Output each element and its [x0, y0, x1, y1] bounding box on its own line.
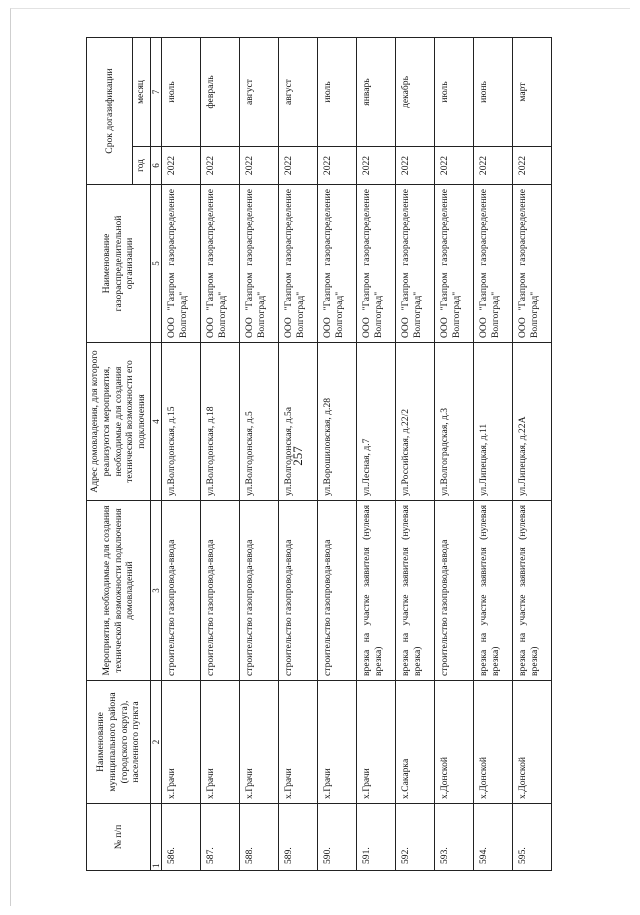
row-year: 2022 — [201, 147, 240, 185]
row-number: 591. — [357, 804, 396, 871]
column-number: 6 — [151, 147, 162, 185]
row-place: х.Грачи — [279, 681, 318, 804]
row-number: 593. — [435, 804, 474, 871]
row-org: ООО "Газпром газораспределение Волгоград" — [240, 185, 279, 343]
row-activity: врезка на участке заявителя (нулевая врезка) — [357, 501, 396, 681]
row-number: 587. — [201, 804, 240, 871]
row-activity: строительство газопровода-ввода — [240, 501, 279, 681]
row-year: 2022 — [279, 147, 318, 185]
row-month: январь — [357, 38, 396, 147]
row-address: ул.Липецкая, д.11 — [474, 343, 513, 501]
row-year: 2022 — [474, 147, 513, 185]
table-row — [435, 38, 474, 871]
page-number: 257 — [290, 446, 305, 466]
row-place: х.Донской — [474, 681, 513, 804]
row-month: июль — [162, 38, 201, 147]
row-place: х.Грачи — [357, 681, 396, 804]
table-row — [201, 38, 240, 871]
row-org: ООО "Газпром газораспределение Волгоград" — [513, 185, 552, 343]
row-month: март — [513, 38, 552, 147]
row-year: 2022 — [162, 147, 201, 185]
row-number: 595. — [513, 804, 552, 871]
header-org: Наименование газораспределительной организации — [87, 185, 151, 343]
row-org: ООО "Газпром газораспределение Волгоград" — [357, 185, 396, 343]
header-district: Наименование муниципального района (городского округа), населенного пункта — [87, 681, 151, 804]
column-number: 5 — [151, 185, 162, 343]
row-number: 594. — [474, 804, 513, 871]
row-month: август — [279, 38, 318, 147]
rotated-table-container — [86, 38, 601, 871]
row-place: х.Грачи — [318, 681, 357, 804]
row-activity: врезка на участке заявителя (нулевая врезка) — [513, 501, 552, 681]
row-activity: строительство газопровода-ввода — [201, 501, 240, 681]
table-row — [513, 38, 552, 871]
row-address: ул.Волгоградская, д.3 — [435, 343, 474, 501]
column-number: 7 — [151, 38, 162, 147]
row-address: ул.Ворошиловская, д.28 — [318, 343, 357, 501]
table-row — [396, 38, 435, 871]
table-row — [162, 38, 201, 871]
row-address: ул.Волгодонская, д.18 — [201, 343, 240, 501]
row-address: ул.Российская, д.22/2 — [396, 343, 435, 501]
row-year: 2022 — [240, 147, 279, 185]
row-org: ООО "Газпром газораспределение Волгоград" — [435, 185, 474, 343]
row-org: ООО "Газпром газораспределение Волгоград" — [279, 185, 318, 343]
row-number: 588. — [240, 804, 279, 871]
column-number: 4 — [151, 343, 162, 501]
row-activity: строительство газопровода-ввода — [279, 501, 318, 681]
row-org: ООО "Газпром газораспределение Волгоград" — [474, 185, 513, 343]
header-activity: Мероприятия, необходимые для создания технической возможности подключения домовладений — [87, 501, 151, 681]
row-address: ул.Волгодонская, д.5 — [240, 343, 279, 501]
row-number: 589. — [279, 804, 318, 871]
row-place: х.Грачи — [240, 681, 279, 804]
row-address: ул.Волгодонская, д.5а — [279, 343, 318, 501]
row-activity: врезка на участке заявителя (нулевая врезка) — [474, 501, 513, 681]
row-place: х.Сакарка — [396, 681, 435, 804]
row-activity: строительство газопровода-ввода — [318, 501, 357, 681]
row-month: декабрь — [396, 38, 435, 147]
gasification-table — [86, 37, 552, 871]
row-month: июнь — [474, 38, 513, 147]
column-number: 3 — [151, 501, 162, 681]
row-address: ул.Лесная, д.7 — [357, 343, 396, 501]
row-org: ООО "Газпром газораспределение Волгоград" — [162, 185, 201, 343]
row-address: ул.Липецкая, д.22А — [513, 343, 552, 501]
header-month: месяц — [133, 38, 151, 147]
row-activity: врезка на участке заявителя (нулевая врезка) — [396, 501, 435, 681]
column-number: 1 — [151, 804, 162, 871]
row-place: х.Донской — [513, 681, 552, 804]
row-number: 586. — [162, 804, 201, 871]
table-row — [318, 38, 357, 871]
header-year: год — [133, 147, 151, 185]
row-org: ООО "Газпром газораспределение Волгоград" — [201, 185, 240, 343]
row-month: июль — [435, 38, 474, 147]
row-month: февраль — [201, 38, 240, 147]
row-place: х.Грачи — [201, 681, 240, 804]
row-address: ул.Волгодонская, д.15 — [162, 343, 201, 501]
row-activity: строительство газопровода-ввода — [435, 501, 474, 681]
row-number: 590. — [318, 804, 357, 871]
row-year: 2022 — [357, 147, 396, 185]
row-org: ООО "Газпром газораспределение Волгоград" — [318, 185, 357, 343]
row-year: 2022 — [396, 147, 435, 185]
header-term: Срок догазификации — [87, 38, 133, 185]
header-address: Адрес домовладения, для которого реализуются мероприятия, необходимые для создания технической возможности его подключения — [87, 343, 151, 501]
row-place: х.Донской — [435, 681, 474, 804]
row-year: 2022 — [435, 147, 474, 185]
row-activity: строительство газопровода-ввода — [162, 501, 201, 681]
column-number: 2 — [151, 681, 162, 804]
row-year: 2022 — [318, 147, 357, 185]
row-month: август — [240, 38, 279, 147]
row-org: ООО "Газпром газораспределение Волгоград" — [396, 185, 435, 343]
row-year: 2022 — [513, 147, 552, 185]
header-num: № п/п — [87, 804, 151, 871]
table-row — [357, 38, 396, 871]
table-row — [240, 38, 279, 871]
table-row — [474, 38, 513, 871]
row-place: х.Грачи — [162, 681, 201, 804]
row-month: июль — [318, 38, 357, 147]
table-row — [279, 38, 318, 871]
row-number: 592. — [396, 804, 435, 871]
